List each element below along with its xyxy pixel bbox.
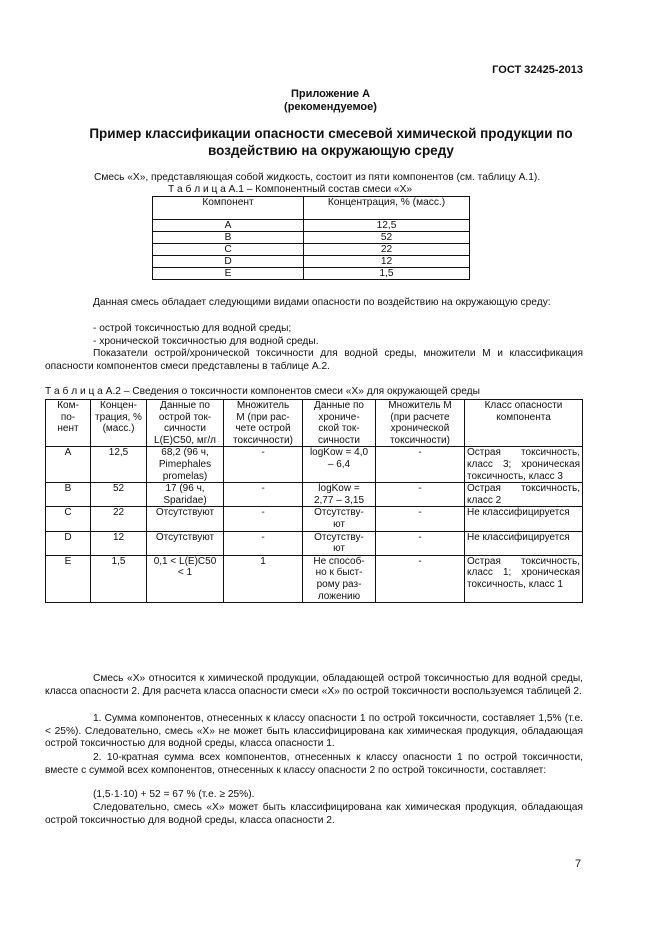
table2-header-chronic-data: Данные по хрониче- ской ток- сичности	[303, 400, 376, 447]
table1-cell: 1,5	[304, 268, 470, 280]
table-row	[46, 555, 583, 602]
table2-cell: -	[376, 483, 465, 507]
formula: (1,5·1·10) + 52 = 67 % (т.е. ≥ 25%).	[93, 789, 255, 800]
table2-cell: A	[46, 447, 91, 483]
table-row	[153, 220, 470, 232]
table2-cell: Острая токсичность, класс 2	[465, 483, 583, 507]
table2-header-hazard-class: Класс опасности компонента	[465, 400, 583, 447]
table2-cell: -	[224, 447, 303, 483]
table1-cell: C	[153, 244, 304, 256]
paragraph-step-2: 2. 10-кратная сумма всех компонентов, отнесенных к классу опасности 1 по острой токсичности, вместе с суммой всех компонентов, отнесенных к классу опасности 2 по острой токсичности, составляет:	[45, 752, 583, 776]
table-row	[153, 232, 470, 244]
table2-cell: -	[224, 531, 303, 555]
table1-cell: 52	[304, 232, 470, 244]
table1-cell: B	[153, 232, 304, 244]
table1	[152, 196, 470, 280]
table1-cell: E	[153, 268, 304, 280]
table2-cell: -	[224, 483, 303, 507]
table2-header-concentration: Концен- трация, % (масс.)	[91, 400, 147, 447]
table1-cell: 22	[304, 244, 470, 256]
table2-cell: Не классифицируется	[465, 531, 583, 555]
table2-cell: C	[46, 507, 91, 531]
table2-cell: 1,5	[91, 555, 147, 602]
table2-header-component: Ком- по- нент	[46, 400, 91, 447]
table1-cell: A	[153, 220, 304, 232]
annex-subtitle: (рекомендуемое)	[284, 101, 377, 113]
table-row	[46, 447, 583, 483]
paragraph-final-conclusion: Следовательно, смесь «X» может быть классифицирована как химическая продукция, обладающая острой токсичностью для водной среды, класса опасности 2.	[45, 802, 583, 826]
table2-cell: B	[46, 483, 91, 507]
page-number: 7	[575, 858, 582, 870]
table2-cell: Отсутствуют	[147, 531, 224, 555]
table2-header-acute-multiplier: Множитель М (при рас- чете острой токсичности)	[224, 400, 303, 447]
table2-cell: D	[46, 531, 91, 555]
table1-header-concentration: Концентрация, % (масс.)	[304, 197, 470, 220]
table1-cell: D	[153, 256, 304, 268]
table2-cell: E	[46, 555, 91, 602]
annex-title: Приложение А	[290, 88, 371, 100]
table2-caption: Т а б л и ц а А.2 – Сведения о токсичности компонентов смеси «X» для окружающей среды	[45, 386, 480, 397]
table-row	[153, 268, 470, 280]
table2-cell: 12	[91, 531, 147, 555]
table2-cell: Отсутству- ют	[303, 507, 376, 531]
paragraph-step-1: 1. Сумма компонентов, отнесенных к классу опасности 1 по острой токсичности, составляет 1,5% (т.е. < 25%). Следовательно, смесь «X» не может быть классифицирована как химическая продукция, обладающая острой токсичностью для водной среды, класса опасности 1.	[45, 713, 583, 749]
table-row	[46, 483, 583, 507]
table2-cell: Отсутствуют	[147, 507, 224, 531]
table2-cell: -	[376, 507, 465, 531]
table2-cell: Острая токсичность, класс 3; хроническая токсичность, класс 3	[465, 447, 583, 483]
table1-header-component: Компонент	[153, 197, 304, 220]
table2-cell: logKow = 2,77 – 3,15	[303, 483, 376, 507]
table2-cell: Не способ- но к быст- рому раз- ложению	[303, 555, 376, 602]
table2-cell: -	[376, 555, 465, 602]
table1-caption: Т а б л и ц а А.1 – Компонентный состав смеси «X»	[168, 184, 413, 195]
table2-cell: 12,5	[91, 447, 147, 483]
table2-cell: 52	[91, 483, 147, 507]
intro-paragraph: Смесь «X», представляющая собой жидкость, состоит из пяти компонентов (см. таблицу А.1).	[94, 172, 541, 183]
table2-cell: 1	[224, 555, 303, 602]
table-row	[153, 256, 470, 268]
table2-cell: Острая токсичность, класс 1; хроническая токсичность, класс 1	[465, 555, 583, 602]
table-row	[46, 507, 583, 531]
table-row	[46, 531, 583, 555]
paragraph-indicators: Показатели острой/хронической токсичности для водной среды, множители М и классификация опасности компонентов смеси представлены в таблице А.2.	[45, 348, 583, 372]
table2-cell: 22	[91, 507, 147, 531]
table2-cell: 17 (96 ч, Sparidae)	[147, 483, 224, 507]
table2-cell: -	[376, 531, 465, 555]
table-row	[153, 244, 470, 256]
bullet-chronic: - хронической токсичностью для водной среды.	[93, 336, 319, 347]
table2-cell: -	[376, 447, 465, 483]
table2-header-acute-data: Данные по острой ток- сичности L(E)C50, мг/л	[147, 400, 224, 447]
table2-cell: Отсутству- ют	[303, 531, 376, 555]
table2-header-chronic-multiplier: Множитель М (при расчете хронической токсичности)	[376, 400, 465, 447]
table1-cell: 12,5	[304, 220, 470, 232]
document-code: ГОСТ 32425-2013	[492, 64, 583, 76]
section-heading: Пример классификации опасности смесевой химической продукции по воздействию на окружающую среду	[89, 126, 573, 158]
table1-cell: 12	[304, 256, 470, 268]
table2-cell: 68,2 (96 ч, Pimephales promelas)	[147, 447, 224, 483]
table2	[45, 399, 583, 603]
table2-cell: 0,1 < L(E)C50 < 1	[147, 555, 224, 602]
table2-cell: -	[224, 507, 303, 531]
paragraph-conclusion-intro: Смесь «X» относится к химической продукции, обладающей острой токсичностью для водной среды, класса опасности 2. Для расчета класса опасности смеси «X» по острой токсичности воспользуемся таблицей 2.	[45, 673, 583, 697]
paragraph-hazards: Данная смесь обладает следующими видами опасности по воздействию на окружающую среду:	[93, 297, 551, 308]
bullet-acute: - острой токсичностью для водной среды;	[93, 323, 292, 334]
table2-cell: Не классифицируется	[465, 507, 583, 531]
table2-cell: logKow = 4,0 – 6,4	[303, 447, 376, 483]
